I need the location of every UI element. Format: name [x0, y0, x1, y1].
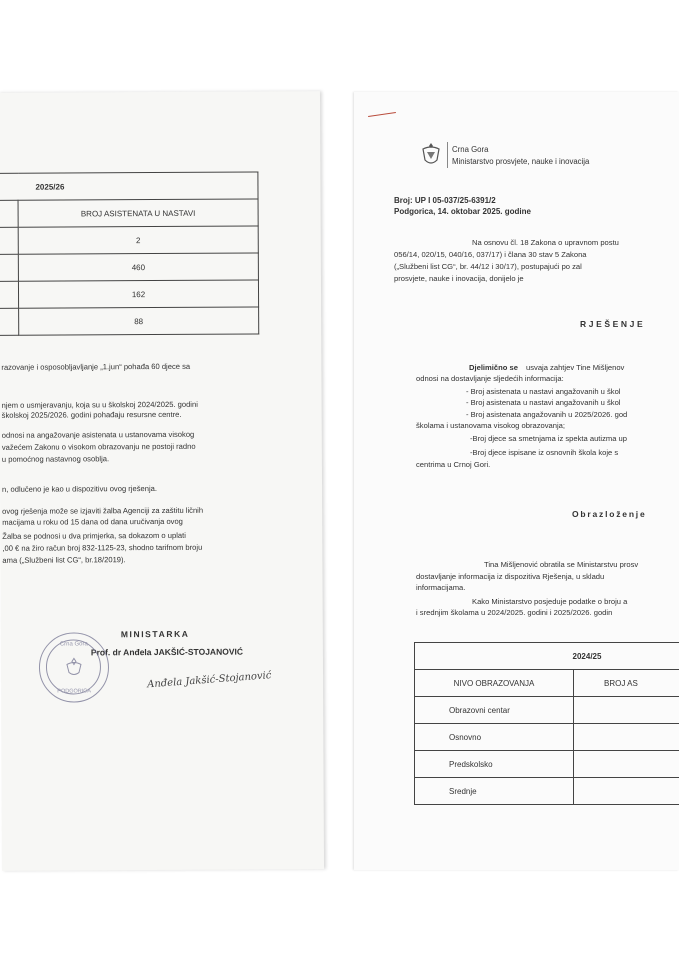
left-assistants-table: [0, 171, 259, 335]
paragraph-line: odnosi na angažovanje asistenata u ustanovama visokog: [1, 429, 195, 440]
table-cell: Obrazovni centar: [415, 697, 574, 724]
table-row: [0, 253, 258, 281]
header-ministry: Ministarstvo prosvjete, nauke i inovacija: [452, 157, 590, 166]
official-stamp: [39, 632, 109, 702]
table-row: [415, 724, 679, 751]
table-cell: 162: [18, 280, 258, 308]
intro-line: („Službeni list CG“, br. 44/12 i 30/17), postupajući po zal: [394, 262, 582, 271]
table-year-header: 2025/26: [0, 172, 258, 200]
paragraph-line: u pomoćnog nastavnog osoblja.: [1, 454, 110, 464]
table-cell: Predskolsko: [415, 751, 574, 778]
decision-line: - Broj asistenata u nastavi angažovanih u škol: [466, 387, 621, 396]
paragraph-line: školskoj 2025/2026. godini pohađaju resursne centre.: [1, 409, 182, 420]
decision-bold-text: Djelimično se: [469, 363, 518, 372]
coat-of-arms-icon: [63, 656, 85, 678]
table-year-header: 2024/25: [415, 643, 679, 670]
table-cell: 88: [19, 307, 259, 335]
header-divider: [447, 142, 448, 168]
paragraph-line: njem o usmjeravanju, koja su u školskoj 2024/2025. godini: [1, 399, 198, 410]
signature-name: Prof. dr Anđela JAKŠIĆ-STOJANOVIĆ: [90, 646, 244, 658]
table-column-header: NIVO OBRAZOVANJA: [415, 670, 574, 697]
header-country: Crna Gora: [452, 145, 489, 154]
reasoning-line: dostavljanje informacija iz dispozitiva Rješenja, u skladu: [416, 572, 605, 581]
table-row: [0, 172, 258, 200]
decision-line: školama i ustanovama visokog obrazovanja;: [416, 421, 566, 430]
signature-title: MINISTARKA: [120, 628, 190, 640]
stamp-top-text: Crna Gora: [59, 641, 88, 648]
decision-line: -Broj djece sa smetnjama iz spekta autizma up: [470, 434, 628, 443]
decision-line: centrima u Crnoj Gori.: [416, 460, 491, 469]
left-document-page: [0, 91, 324, 871]
reasoning-title: Obrazloženje: [572, 509, 647, 519]
table-cell: Osnovno: [415, 724, 574, 751]
decision-title: RJEŠENJE: [580, 319, 646, 329]
paragraph-line: ama („Službeni list CG“, br.18/2019).: [2, 555, 126, 565]
paragraph-line: n, odlučeno je kao u dispozitivu ovog rješenja.: [2, 484, 158, 494]
reasoning-line: Kako Ministarstvo posjeduje podatke o broju a: [472, 597, 628, 606]
intro-line: 056/14, 020/15, 040/16, 037/17) i člana 30 stav 5 Zakona: [394, 250, 587, 259]
paragraph-line: ,00 € na žiro račun broj 832-1125-23, shodno tarifnom broju: [2, 542, 203, 553]
table-row: [0, 307, 259, 335]
table-row: [415, 697, 679, 724]
coat-of-arms-icon: [420, 142, 442, 168]
reasoning-line: informacijama.: [416, 583, 466, 592]
reasoning-line: Tina Mišljenović obratila se Ministarstvu prosv: [484, 560, 639, 569]
stamp-bottom-text: PODGORICA: [57, 688, 91, 695]
reasoning-line: i srednjim školama u 2024/2025. godini i 2025/2026. godin: [416, 608, 613, 617]
paragraph-line: razovanje i osposobljavljanje „1.jun“ pohađa 60 djece sa: [1, 361, 191, 372]
decision-line: - Broj asistenata angažovanih u 2025/2026. god: [466, 410, 628, 419]
decision-line: usvaja zahtjev Tine Mišljenov: [526, 363, 625, 372]
decision-line: -Broj djece ispisane iz osnovnih škola koje s: [470, 448, 619, 457]
paragraph-line: macijama u roku od 15 dana od dana uručivanja ovog: [2, 516, 183, 527]
right-document-page: [354, 92, 679, 870]
paragraph-line: ovog rješenja može se izjaviti žalba Agenciji za zaštitu ličnih: [2, 505, 204, 516]
table-row: [415, 778, 679, 805]
reference-number: Broj: UP I 05-037/25-6391/2: [394, 196, 496, 205]
page-corner-mark: [368, 112, 396, 117]
table-row: [0, 199, 258, 227]
handwritten-signature: Anđela Jakšić-Stojanović: [146, 670, 272, 691]
table-cell: Srednje: [415, 778, 574, 805]
table-row: [415, 751, 679, 778]
table-row: [0, 226, 258, 254]
decision-line: - Broj asistenata u nastavi angažovanih u škol: [466, 398, 621, 407]
intro-line: Na osnovu čl. 18 Zakona o upravnom postu: [472, 238, 619, 247]
paragraph-line: Žalba se podnosi u dva primjerka, sa dokazom o uplati: [2, 530, 186, 541]
table-cell: 460: [18, 253, 258, 281]
table-row: [0, 280, 259, 308]
table-row: [415, 670, 679, 697]
decision-line: odnosi na dostavljanje sljedećih informacija:: [416, 374, 564, 383]
intro-line: prosvjete, nauke i inovacija, donijelo je: [394, 274, 524, 283]
table-row: [415, 643, 679, 670]
table-column-header: BROJ AS: [574, 670, 679, 697]
table-cell: 2: [18, 226, 258, 254]
place-date: Podgorica, 14. oktobar 2025. godine: [394, 207, 531, 216]
paragraph-line: važećem Zakonu o visokom obrazovanju ne postoji radno: [1, 441, 196, 452]
table-column-header: BROJ ASISTENATA U NASTAVI: [18, 199, 258, 227]
right-assistants-table: [414, 642, 679, 805]
